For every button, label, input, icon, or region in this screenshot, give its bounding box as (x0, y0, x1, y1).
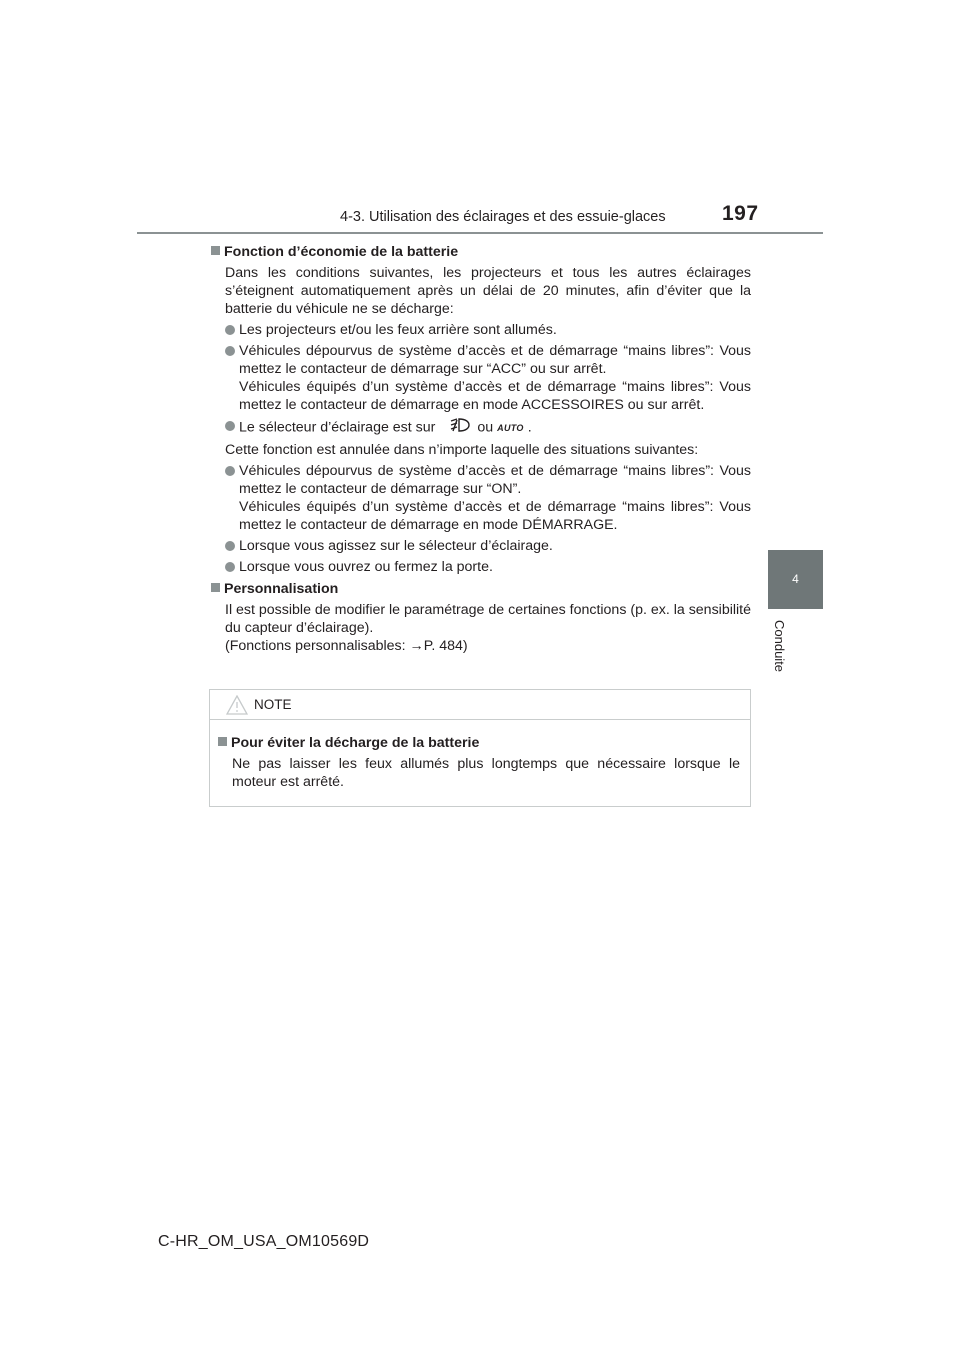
list-item: Lorsque vous ouvrez ou fermez la porte. (211, 558, 751, 576)
bullet-dot-icon (225, 325, 235, 335)
bullet-dot-icon (225, 466, 235, 476)
note-box (209, 689, 751, 807)
header-rule (137, 232, 823, 234)
note-text: Ne pas laisser les feux allumés plus longtemps que nécessaire lorsque le moteur est arrêté. (232, 756, 740, 790)
square-bullet-icon (211, 583, 220, 592)
chapter-tab[interactable]: 4 (768, 550, 823, 609)
list-item: Véhicules dépourvus de système d’accès et de démarrage “mains libres”: Vous mettez le contacteur de démarrage sur “ON”. Véhicules équipés d’un système d’accès et de démarrage “mains libres”: Vous mettez le contacteur de démarrage en mode DÉMARRAGE. (211, 462, 751, 534)
document-code: C-HR_OM_USA_OM10569D (158, 1233, 370, 1250)
bullet-dot-icon (225, 421, 235, 431)
list-item: Lorsque vous agissez sur le sélecteur d’éclairage. (211, 537, 751, 555)
square-bullet-icon (211, 246, 220, 255)
headlight-icon (449, 417, 471, 438)
list-item: Véhicules dépourvus de système d’accès et de démarrage “mains libres”: Vous mettez le contacteur de démarrage sur “ACC” ou sur arrêt. Véhicules équipés d’un système d’accès et de démarrage “mains libres”: Vous mettez le contacteur de démarrage en mode ACCESSOIRES ou sur arrêt. (211, 342, 751, 414)
note-title: Pour éviter la décharge de la batterie (231, 735, 480, 751)
paragraph: Il est possible de modifier le paramétrage de certaines fonctions (p. ex. la sensibilité du capteur d’éclairage). (Fonctions personnalisables: →P. 484) (225, 602, 751, 654)
page-number: 197 (722, 202, 759, 225)
bullet-dot-icon (225, 562, 235, 572)
main-content (211, 243, 751, 659)
chapter-label: Conduite (772, 620, 787, 673)
list-item: Le sélecteur d’éclairage est sur ou AUTO . (211, 417, 751, 438)
paragraph: Dans les conditions suivantes, les projecteurs et tous les autres éclairages s’éteignent automatiquement après un délai de 20 minutes, afin d’éviter que la batterie du véhicule ne se décharge: (225, 265, 751, 317)
section-title: Personnalisation (224, 581, 339, 597)
section-battery-saver (211, 243, 751, 576)
warning-triangle-icon (226, 695, 248, 720)
header-section-title: 4-3. Utilisation des éclairages et des essuie-glaces (340, 209, 666, 225)
auto-icon: AUTO (497, 422, 524, 433)
section-title: Fonction d’économie de la batterie (224, 244, 459, 260)
section-customization (211, 580, 751, 655)
bullet-dot-icon (225, 541, 235, 551)
list-item: Les projecteurs et/ou les feux arrière sont allumés. (211, 321, 751, 339)
square-bullet-icon (218, 737, 227, 746)
paragraph: Cette fonction est annulée dans n’importe laquelle des situations suivantes: (225, 442, 699, 458)
page-reference-link[interactable]: (Fonctions personnalisables: →P. 484) (225, 638, 468, 654)
note-label: NOTE (254, 697, 292, 712)
bullet-dot-icon (225, 346, 235, 356)
